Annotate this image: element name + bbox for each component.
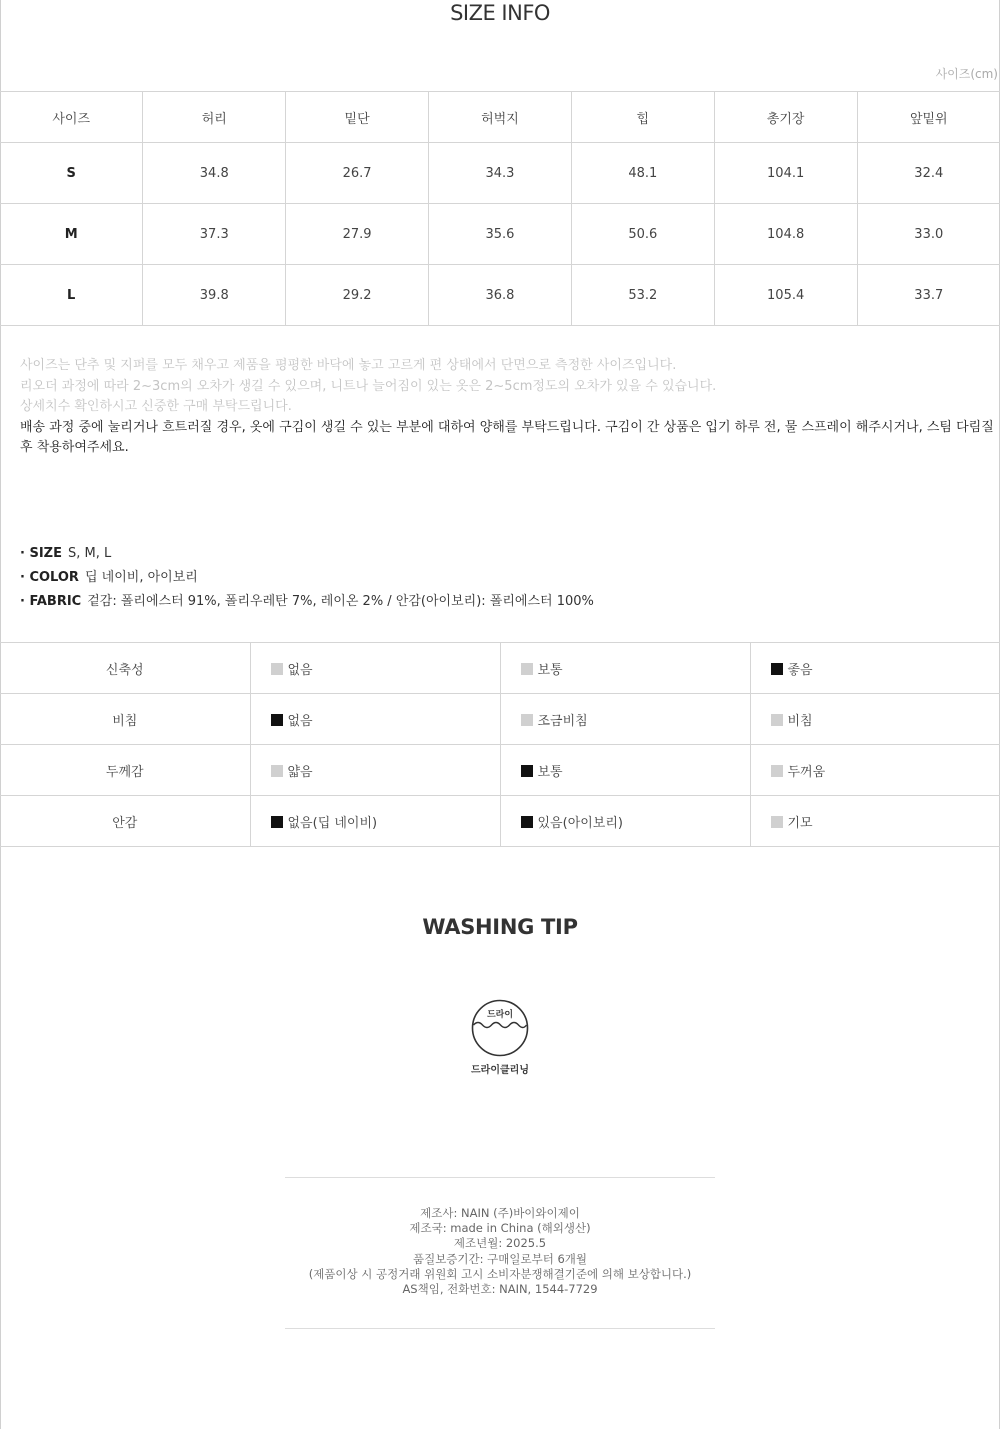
attribute-option (750, 694, 1000, 745)
option-text: 없음 (287, 662, 313, 678)
spec-size (20, 542, 594, 566)
attribute-option (750, 796, 1000, 847)
value-cell: 104.1 (714, 143, 857, 204)
attribute-label: 신축성 (0, 643, 250, 694)
size-info-title: SIZE INFO (450, 1, 550, 25)
attribute-option (750, 745, 1000, 796)
option-text: 있음(아이보리) (537, 815, 623, 831)
value-cell: 34.8 (143, 143, 286, 204)
size-table-header (0, 92, 1000, 143)
checkbox-mark (771, 663, 783, 675)
attribute-row-thickness (0, 745, 1000, 796)
value-cell: 48.1 (571, 143, 714, 204)
checkbox-mark (521, 663, 533, 675)
option-text: 없음 (287, 713, 313, 729)
header-cell: 앞밑위 (857, 92, 1000, 143)
spec-size-value: S, M, L (67, 546, 112, 561)
size-table (0, 91, 1000, 326)
header-cell: 밑단 (286, 92, 429, 143)
divider-top (285, 1177, 715, 1178)
product-spec (20, 542, 594, 614)
attribute-option (250, 796, 500, 847)
maker-line: 제조국: made in China (해외생산) (409, 1221, 591, 1236)
checkbox-mark (271, 816, 283, 828)
value-cell: 34.3 (429, 143, 572, 204)
attribute-row-stretch (0, 643, 1000, 694)
attribute-option (250, 643, 500, 694)
attribute-option (500, 796, 750, 847)
option-text: 두꺼움 (787, 764, 826, 780)
spec-color-label: · COLOR (20, 570, 79, 585)
dry-clean-label: 드라이클리닝 (471, 1065, 529, 1076)
value-cell: 29.2 (286, 265, 429, 326)
maker-line: 제조사: NAIN (주)바이와이제이 (420, 1206, 580, 1220)
attribute-label: 두께감 (0, 745, 250, 796)
attribute-option (250, 745, 500, 796)
washing-tip-title: WASHING TIP (422, 915, 578, 939)
size-cell: L (0, 265, 143, 326)
checkbox-mark (271, 714, 283, 726)
table-row (0, 265, 1000, 326)
checkbox-mark (771, 816, 783, 828)
attribute-label: 비침 (0, 694, 250, 745)
spec-fabric (20, 590, 594, 614)
value-cell: 33.0 (857, 204, 1000, 265)
attribute-row-sheer (0, 694, 1000, 745)
value-cell: 39.8 (143, 265, 286, 326)
option-text: 좋음 (787, 662, 813, 678)
manufacturer-info (0, 1206, 1000, 1297)
note-measure: 사이즈는 단추 및 지퍼를 모두 채우고 제품을 평평한 바닥에 놓고 고르게 편 상태에서 단면으로 측정한 사이즈입니다. (20, 358, 677, 373)
spec-color (20, 566, 594, 590)
value-cell: 105.4 (714, 265, 857, 326)
option-text: 비침 (787, 713, 813, 729)
value-cell: 33.7 (857, 265, 1000, 326)
spec-fabric-label: · FABRIC (20, 594, 82, 609)
table-row (0, 143, 1000, 204)
note-wrinkle: 배송 과정 중에 눌리거나 흐트러질 경우, 옷에 구김이 생길 수 있는 부분에 대하여 양해를 부탁드립니다. 구김이 간 상품은 입기 하루 전, 물 스프레이 해주시거나, 스팀 다림질 후 착용하여주세요. (20, 419, 994, 455)
value-cell: 104.8 (714, 204, 857, 265)
value-cell: 26.7 (286, 143, 429, 204)
value-cell: 27.9 (286, 204, 429, 265)
value-cell: 53.2 (571, 265, 714, 326)
header-cell: 허벅지 (429, 92, 572, 143)
spec-fabric-value: 겉감: 폴리에스터 91%, 폴리우레탄 7%, 레이온 2% / 안감(아이보리): 폴리에스터 100% (87, 594, 594, 609)
checkbox-mark (271, 765, 283, 777)
maker-line: AS책임, 전화번호: NAIN, 1544-7729 (402, 1282, 598, 1297)
maker-line: (제품이상 시 공정거래 위원회 고시 소비자분쟁해결기준에 의해 보상합니다.) (308, 1266, 692, 1281)
option-text: 기모 (787, 815, 813, 831)
option-text: 보통 (537, 662, 563, 678)
value-cell: 32.4 (857, 143, 1000, 204)
value-cell: 36.8 (429, 265, 572, 326)
attribute-label: 안감 (0, 796, 250, 847)
spec-size-label: · SIZE (20, 546, 62, 561)
checkbox-mark (771, 714, 783, 726)
attribute-option (250, 694, 500, 745)
option-text: 얇음 (287, 764, 313, 780)
option-text: 없음(딥 네이비) (287, 815, 378, 831)
value-cell: 50.6 (571, 204, 714, 265)
table-row (0, 204, 1000, 265)
attribute-option (500, 694, 750, 745)
maker-line: 품질보증기간: 구매일로부터 6개월 (412, 1251, 588, 1266)
header-cell: 허리 (143, 92, 286, 143)
value-cell: 37.3 (143, 204, 286, 265)
attribute-option (500, 745, 750, 796)
maker-line: 제조년월: 2025.5 (453, 1236, 547, 1251)
checkbox-mark (271, 663, 283, 675)
attribute-option (500, 643, 750, 694)
size-cell: S (0, 143, 143, 204)
option-text: 보통 (537, 764, 563, 780)
spec-color-value: 딥 네이비, 아이보리 (84, 570, 198, 585)
size-unit-label: 사이즈(cm) (935, 67, 998, 81)
checkbox-mark (521, 714, 533, 726)
header-cell: 사이즈 (0, 92, 143, 143)
dry-icon-text: 드라이 (486, 1010, 514, 1020)
value-cell: 35.6 (429, 204, 572, 265)
header-cell: 힙 (571, 92, 714, 143)
checkbox-mark (521, 816, 533, 828)
size-cell: M (0, 204, 143, 265)
attribute-row-lining (0, 796, 1000, 847)
checkbox-mark (771, 765, 783, 777)
option-text: 조금비침 (537, 713, 588, 729)
size-notes (20, 356, 995, 459)
header-cell: 총기장 (714, 92, 857, 143)
attribute-table (0, 642, 1000, 847)
attribute-option (750, 643, 1000, 694)
note-tolerance: 리오더 과정에 따라 2~3cm의 오차가 생길 수 있으며, 니트나 늘어짐이 있는 옷은 2~5cm정도의 오차가 있을 수 있습니다. (20, 378, 717, 394)
divider-bottom (285, 1328, 715, 1329)
checkbox-mark (521, 765, 533, 777)
note-check: 상세치수 확인하시고 신중한 구매 부탁드립니다. (20, 399, 292, 414)
